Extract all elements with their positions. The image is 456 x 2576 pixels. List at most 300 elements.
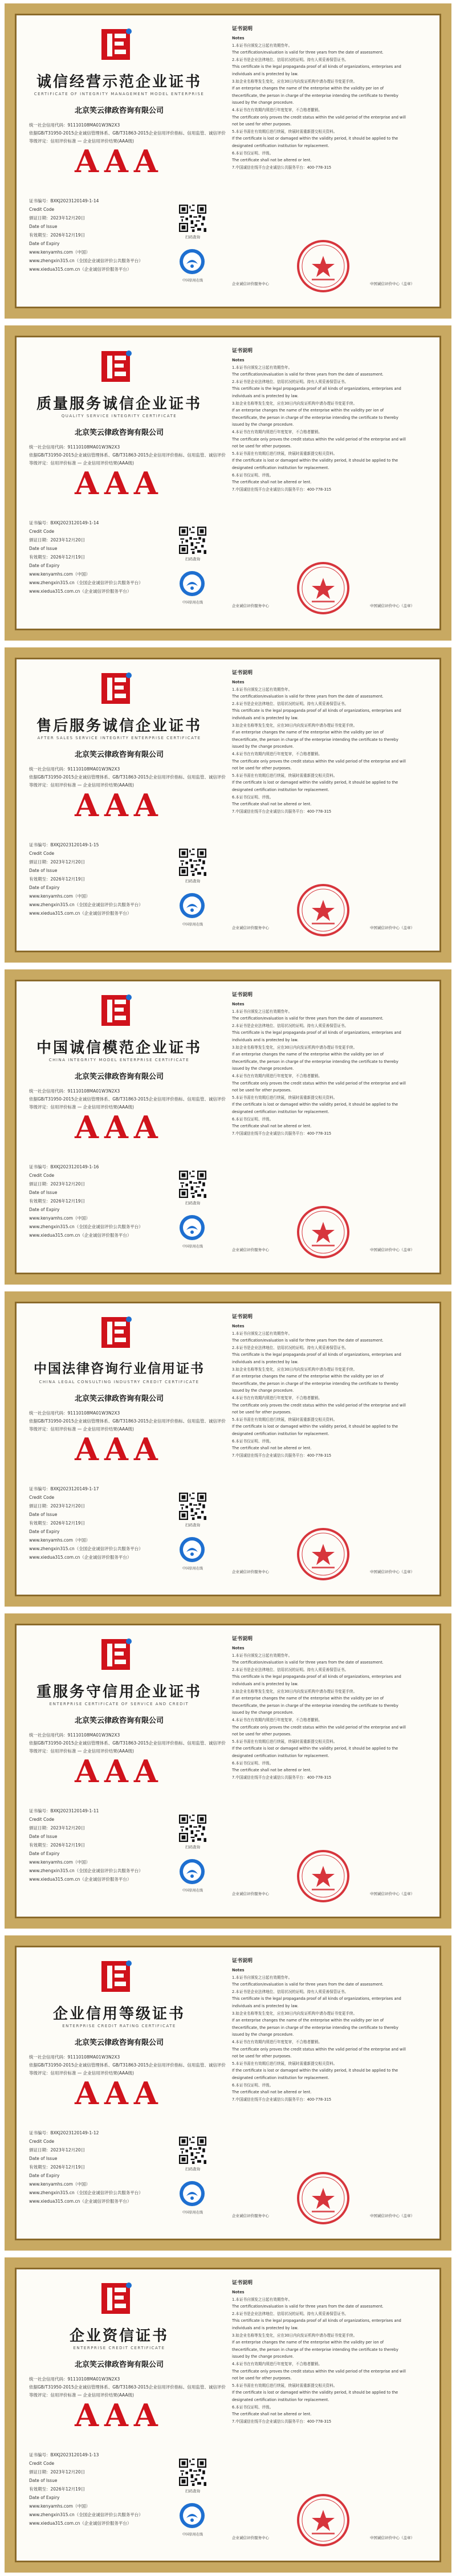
note-line: If an enterprise changes the name of the enterprise within the validity per ion of [232, 1374, 384, 1379]
certificate-title: 质量服务诚信企业证书 [36, 396, 202, 413]
credit-online-label: 中国信用在线 [182, 1567, 203, 1571]
note-line: thecertificate, the person in charge of the enterprise intending the certificate to thereby [232, 1381, 398, 1386]
credit-online-label: 中国信用在线 [182, 1889, 203, 1893]
notes-list [232, 35, 436, 171]
website-3: www.xiedua315.com.cn（企业诚信评价服务平台） [29, 1233, 132, 1238]
note-line: 6.本证书仅证明、评级。 [232, 1116, 274, 1122]
note-line: 5.本证书需在有效期后进行续展，续展时需重新提交相关资料。 [232, 1095, 337, 1100]
certificate [0, 2254, 456, 2576]
note-line: 2.本证书是企业法律地位、信用状况的证明。持有人须妥善保管证书。 [232, 1345, 349, 1350]
note-line: 3.如企业名称等发生变化，应在30日内向发证机构申请办理证书变更手续。 [232, 1045, 357, 1050]
note-line: 3.如企业名称等发生变化，应在30日内向发证机构申请办理证书变更手续。 [232, 401, 357, 406]
note-line: If the certificate is lost or damaged within the validity period, it should be applied to the [232, 136, 398, 141]
expiry-en: Date of Expiry [29, 563, 60, 568]
note-line: issued by the change procedure. [232, 1066, 294, 1071]
note-line: issued by the change procedure. [232, 1388, 294, 1393]
certificate [0, 1932, 456, 2254]
certificate-back [227, 1947, 439, 2239]
notes-title: Notes [232, 1968, 245, 1972]
notes-list [232, 1323, 436, 1459]
issuer-logo-icon [99, 26, 133, 62]
note-line: designated certification institution for replacement. [232, 787, 329, 792]
issue-date-en: Date of Issue [29, 868, 58, 873]
company-name: 北京笑云律政咨询有限公司 [74, 1717, 164, 1725]
note-line: 1.本证书自颁发之日起有效期叁年。 [232, 1975, 292, 1980]
certificate-frame [5, 3, 451, 319]
website-3: www.xiedua315.com.cn（企业诚信评价服务平台） [29, 267, 132, 272]
notes-heading: 证书说明 [232, 1314, 253, 1320]
signature-left: 企业诚信评价服务中心 [232, 2536, 269, 2540]
note-line: 6.本证书仅证明、评级。 [232, 2404, 274, 2410]
signature-right: 中国诚信评价中心（盖章） [370, 604, 414, 608]
credit-online-label: 中国信用在线 [182, 2533, 203, 2537]
expiry-en: Date of Expiry [29, 2173, 60, 2178]
issue-date-en: Date of Issue [29, 1190, 58, 1195]
note-line: 3.如企业名称等发生变化，应在30日内向发证机构申请办理证书变更手续。 [232, 1367, 357, 1372]
company-name: 北京笑云律政咨询有限公司 [74, 1073, 164, 1081]
certificate-subtitle: ENTERPRISE CREDIT CERTIFICATE [73, 2346, 165, 2350]
notes-heading: 证书说明 [232, 992, 253, 998]
notes-title: Notes [232, 1002, 245, 1006]
credit-online-badge-icon [178, 1536, 206, 1563]
rating-grade: AAA [75, 2075, 164, 2112]
credit-code-en: Credit Code [29, 851, 55, 856]
valid-until-line: 有效期至：2026年12月19日 [29, 877, 85, 882]
note-line: The certificate shall not be altered or lent. [232, 1446, 312, 1451]
note-line: 4.本证书在有效期内须进行年度复审，不合格者撤销。 [232, 2361, 322, 2366]
qr-code-label: 扫码查询 [185, 1845, 200, 1849]
note-line: 5.本证书需在有效期后进行续展，续展时需重新提交相关资料。 [232, 773, 337, 778]
note-line: 5.本证书需在有效期后进行续展，续展时需重新提交相关资料。 [232, 2383, 337, 2388]
official-seal-icon [295, 1848, 352, 1905]
certificate-title: 企业信用等级证书 [52, 2006, 185, 2023]
certificate-details [29, 2129, 160, 2206]
company-name: 北京笑云律政咨询有限公司 [74, 1395, 164, 1403]
note-line: If the certificate is lost or damaged within the validity period, it should be applied to the [232, 1746, 398, 1751]
note-line: 7.中国诚信在线平台企业诚信公共服务平台：400-778-315 [232, 2419, 332, 2424]
certificate-title: 诚信经营示范企业证书 [36, 74, 202, 91]
certificate-details [29, 2451, 160, 2528]
note-line: 3.如企业名称等发生变化，应在30日内向发证机构申请办理证书变更手续。 [232, 2011, 357, 2016]
note-line: 6.本证书仅证明、评级。 [232, 150, 274, 156]
certificate-details [29, 197, 160, 274]
certificate-back [227, 1625, 439, 1917]
official-seal-icon [295, 1204, 352, 1261]
qr-code-icon [179, 1493, 206, 1520]
note-line: If an enterprise changes the name of the enterprise within the validity per ion of [232, 2018, 384, 2023]
valid-until-line: 有效期至：2026年12月19日 [29, 2487, 85, 2492]
rating-standard-line: 等级评定：信用评价标准 — 企业信用评价结果(AAA级) [29, 1748, 134, 1754]
credit-online-label: 中国信用在线 [182, 923, 203, 927]
expiry-en: Date of Expiry [29, 885, 60, 890]
official-seal-icon [295, 1526, 352, 1583]
credit-online-badge-icon [178, 2502, 206, 2529]
website-3: www.xiedua315.com.cn（企业诚信评价服务平台） [29, 589, 132, 594]
company-name: 北京笑云律政咨询有限公司 [74, 2039, 164, 2047]
note-line: 2.本证书是企业法律地位、信用状况的证明。持有人须妥善保管证书。 [232, 57, 349, 62]
note-line: The certificate shall not be altered or lent. [232, 2090, 312, 2095]
cert-number-line: 证书编号：BXKJ2023120149-1-14 [29, 520, 99, 525]
certificate-front [17, 2269, 226, 2561]
note-line: The certificate only proves the credit status within the valid period of the enterprise and will [232, 115, 406, 120]
certificate-title: 中国诚信模范企业证书 [36, 1040, 202, 1057]
credit-online-label: 中国信用在线 [182, 279, 203, 283]
certificate [0, 644, 456, 966]
signature-left: 企业诚信评价服务中心 [232, 1570, 269, 1574]
company-name: 北京笑云律政咨询有限公司 [74, 107, 164, 115]
note-line: If an enterprise changes the name of the enterprise within the validity per ion of [232, 408, 384, 413]
note-line: thecertificate, the person in charge of the enterprise intending the certificate to thereby [232, 2025, 398, 2030]
note-line: The certificate only proves the credit status within the valid period of the enterprise and will [232, 1403, 406, 1408]
issue-date-en: Date of Issue [29, 224, 58, 229]
credit-code-line: 统一社会信用代码：91110108MA01W3N2X3 [29, 2055, 120, 2060]
issue-date-en: Date of Issue [29, 546, 58, 551]
note-line: not be used for other purposes. [232, 444, 292, 449]
qr-code-label: 扫码查询 [185, 879, 200, 883]
note-line: The certificate only proves the credit status within the valid period of the enterprise and will [232, 1081, 406, 1086]
note-line: This certificate is the legal propaganda proof of all kinds of organizations, enterprises and [232, 2318, 401, 2324]
issue-date-line: 颁证日期：2023年12月20日 [29, 1181, 85, 1187]
note-line: designated certification institution for replacement. [232, 465, 329, 470]
note-line: 6.本证书仅证明、评级。 [232, 794, 274, 800]
scope-line: 依据GB/T31950-2015企业诚信管理体系、GB/T31863-2015企业信用评价指标、信用监管、诚信评价 [29, 1419, 226, 1424]
note-line: If an enterprise changes the name of the enterprise within the validity per ion of [232, 86, 384, 91]
note-line: not be used for other purposes. [232, 1732, 292, 1737]
scope-line: 依据GB/T31950-2015企业诚信管理体系、GB/T31863-2015企业信用评价指标、信用监管、诚信评价 [29, 775, 226, 780]
notes-list [232, 357, 436, 493]
issue-date-line: 颁证日期：2023年12月20日 [29, 2469, 85, 2475]
note-line: 1.本证书自颁发之日起有效期叁年。 [232, 1653, 292, 1658]
note-line: If the certificate is lost or damaged within the validity period, it should be applied to the [232, 458, 398, 463]
qr-code-label: 扫码查询 [185, 557, 200, 561]
note-line: 6.本证书仅证明、评级。 [232, 472, 274, 478]
cert-number-line: 证书编号：BXKJ2023120149-1-15 [29, 842, 99, 847]
website-1: www.kenyamhs.com（中国） [29, 250, 90, 255]
note-line: This certificate is the legal propaganda proof of all kinds of organizations, enterprises and [232, 1030, 401, 1036]
website-1: www.kenyamhs.com（中国） [29, 1216, 90, 1221]
credit-code-en: Credit Code [29, 529, 55, 534]
note-line: 7.中国诚信在线平台企业诚信公共服务平台：400-778-315 [232, 2097, 332, 2102]
valid-until-line: 有效期至：2026年12月19日 [29, 1521, 85, 1526]
scope-line: 依据GB/T31950-2015企业诚信管理体系、GB/T31863-2015企业信用评价指标、信用监管、诚信评价 [29, 131, 226, 136]
notes-heading: 证书说明 [232, 1636, 253, 1642]
notes-list [232, 2289, 436, 2425]
note-line: not be used for other purposes. [232, 1088, 292, 1093]
notes-heading: 证书说明 [232, 348, 253, 354]
certificate-title: 企业资信证书 [69, 2328, 169, 2345]
note-line: issued by the change procedure. [232, 2354, 294, 2359]
certificate-details [29, 1163, 160, 1240]
credit-online-badge-icon [178, 248, 206, 275]
qr-code-icon [179, 849, 206, 876]
credit-code-line: 统一社会信用代码：91110108MA01W3N2X3 [29, 1089, 120, 1094]
note-line: 3.如企业名称等发生变化，应在30日内向发证机构申请办理证书变更手续。 [232, 2333, 357, 2338]
certificate-front [17, 1625, 226, 1917]
cert-number-line: 证书编号：BXKJ2023120149-1-14 [29, 198, 99, 203]
website-3: www.xiedua315.com.cn（企业诚信评价服务平台） [29, 1555, 132, 1560]
certificate-front [17, 15, 226, 307]
certificate-frame [5, 2257, 451, 2573]
note-line: The certification/evaluation is valid for three years from the date of assessment. [232, 372, 384, 377]
signature-right: 中国诚信评价中心（盖章） [370, 2536, 414, 2540]
certificate-meta [29, 1409, 226, 1433]
certificate-details [29, 1485, 160, 1562]
note-line: The certification/evaluation is valid for three years from the date of assessment. [232, 694, 384, 699]
certificate-body [15, 980, 441, 1274]
certificate-frame [5, 647, 451, 963]
rating-grade: AAA [75, 787, 164, 824]
scope-line: 依据GB/T31950-2015企业诚信管理体系、GB/T31863-2015企业信用评价指标、信用监管、诚信评价 [29, 1741, 226, 1746]
rating-standard-line: 等级评定：信用评价标准 — 企业信用评价结果(AAA级) [29, 1426, 134, 1432]
valid-until-line: 有效期至：2026年12月19日 [29, 1199, 85, 1204]
credit-online-badge-icon [178, 570, 206, 597]
note-line: 4.本证书在有效期内须进行年度复审，不合格者撤销。 [232, 1717, 322, 1722]
certificate-meta [29, 1731, 226, 1755]
rating-grade: AAA [75, 465, 164, 502]
note-line: individuals and is protected by law. [232, 393, 299, 398]
note-line: individuals and is protected by law. [232, 1037, 299, 1042]
note-line: 1.本证书自颁发之日起有效期叁年。 [232, 43, 292, 48]
note-line: 4.本证书在有效期内须进行年度复审，不合格者撤销。 [232, 1395, 322, 1400]
note-line: 1.本证书自颁发之日起有效期叁年。 [232, 687, 292, 692]
notes-heading: 证书说明 [232, 670, 253, 676]
rating-grade: AAA [75, 1109, 164, 1146]
qr-code-label: 扫码查询 [185, 235, 200, 239]
notes-title: Notes [232, 1324, 245, 1328]
note-line: 2.本证书是企业法律地位、信用状况的证明。持有人须妥善保管证书。 [232, 1989, 349, 1994]
note-line: individuals and is protected by law. [232, 715, 299, 720]
note-line: 4.本证书在有效期内须进行年度复审，不合格者撤销。 [232, 107, 322, 112]
note-line: The certificate shall not be altered or lent. [232, 802, 312, 807]
credit-code-line: 统一社会信用代码：91110108MA01W3N2X3 [29, 767, 120, 772]
notes-heading: 证书说明 [232, 2280, 253, 2286]
valid-until-line: 有效期至：2026年12月19日 [29, 1843, 85, 1848]
rating-standard-line: 等级评定：信用评价标准 — 企业信用评价结果(AAA级) [29, 1104, 134, 1110]
certificate-subtitle: CERTIFICATE OF INTEGRITY MANAGEMENT MODEL ENTERPRISE [34, 92, 205, 96]
note-line: issued by the change procedure. [232, 2032, 294, 2037]
expiry-en: Date of Expiry [29, 2495, 60, 2500]
official-seal-icon [295, 882, 352, 939]
certificate-back [227, 659, 439, 951]
company-name: 北京笑云律政咨询有限公司 [74, 751, 164, 759]
scope-line: 依据GB/T31950-2015企业诚信管理体系、GB/T31863-2015企业信用评价指标、信用监管、诚信评价 [29, 1097, 226, 1102]
note-line: individuals and is protected by law. [232, 1681, 299, 1686]
notes-list [232, 679, 436, 815]
scope-line: 依据GB/T31950-2015企业诚信管理体系、GB/T31863-2015企业信用评价指标、信用监管、诚信评价 [29, 2385, 226, 2390]
certificate-meta [29, 1087, 226, 1111]
note-line: 2.本证书是企业法律地位、信用状况的证明。持有人须妥善保管证书。 [232, 1667, 349, 1672]
certificate-meta [29, 2053, 226, 2077]
qr-code-icon [179, 527, 206, 554]
note-line: not be used for other purposes. [232, 2376, 292, 2381]
notes-title: Notes [232, 2290, 245, 2294]
note-line: 1.本证书自颁发之日起有效期叁年。 [232, 2297, 292, 2302]
note-line: designated certification institution for replacement. [232, 143, 329, 148]
cert-number-line: 证书编号：BXKJ2023120149-1-17 [29, 1486, 99, 1491]
note-line: 4.本证书在有效期内须进行年度复审，不合格者撤销。 [232, 1073, 322, 1078]
signature-left: 企业诚信评价服务中心 [232, 604, 269, 608]
credit-code-en: Credit Code [29, 1495, 55, 1500]
signature-left: 企业诚信评价服务中心 [232, 1892, 269, 1896]
note-line: 7.中国诚信在线平台企业诚信公共服务平台：400-778-315 [232, 1775, 332, 1780]
note-line: If the certificate is lost or damaged within the validity period, it should be applied to the [232, 780, 398, 785]
credit-code-en: Credit Code [29, 1817, 55, 1822]
certificate-frame [5, 1613, 451, 1929]
note-line: 2.本证书是企业法律地位、信用状况的证明。持有人须妥善保管证书。 [232, 379, 349, 384]
certificate-back [227, 981, 439, 1273]
signature-right: 中国诚信评价中心（盖章） [370, 1892, 414, 1896]
issuer-logo-icon [99, 670, 133, 706]
website-3: www.xiedua315.com.cn（企业诚信评价服务平台） [29, 2521, 132, 2526]
valid-until-line: 有效期至：2026年12月19日 [29, 555, 85, 560]
credit-code-line: 统一社会信用代码：91110108MA01W3N2X3 [29, 1733, 120, 1738]
note-line: If the certificate is lost or damaged within the validity period, it should be applied to the [232, 1102, 398, 1107]
certificate-body [15, 14, 441, 308]
note-line: designated certification institution for replacement. [232, 2075, 329, 2080]
credit-online-label: 中国信用在线 [182, 2211, 203, 2215]
website-1: www.kenyamhs.com（中国） [29, 2182, 90, 2187]
note-line: The certification/evaluation is valid for three years from the date of assessment. [232, 2304, 384, 2309]
certificate-frame [5, 1291, 451, 1607]
credit-code-line: 统一社会信用代码：91110108MA01W3N2X3 [29, 445, 120, 450]
qr-code-label: 扫码查询 [185, 2167, 200, 2171]
signature-left: 企业诚信评价服务中心 [232, 2214, 269, 2218]
issuer-logo-icon [99, 2280, 133, 2316]
note-line: 3.如企业名称等发生变化，应在30日内向发证机构申请办理证书变更手续。 [232, 1689, 357, 1694]
issue-date-line: 颁证日期：2023年12月20日 [29, 1825, 85, 1831]
certificate-front [17, 981, 226, 1273]
note-line: individuals and is protected by law. [232, 2003, 299, 2008]
credit-online-badge-icon [178, 892, 206, 919]
qr-code-icon [179, 2137, 206, 2164]
note-line: 5.本证书需在有效期后进行续展，续展时需重新提交相关资料。 [232, 1417, 337, 1422]
certificate-back [227, 337, 439, 629]
certificate-body [15, 658, 441, 952]
website-3: www.xiedua315.com.cn（企业诚信评价服务平台） [29, 911, 132, 916]
certificate-meta [29, 443, 226, 467]
qr-code-label: 扫码查询 [185, 2489, 200, 2493]
note-line: If the certificate is lost or damaged within the validity period, it should be applied to the [232, 2068, 398, 2073]
website-2: www.zhengxin315.cn（全国企业诚信评价公共服务平台） [29, 580, 143, 585]
rating-grade: AAA [75, 1431, 164, 1468]
note-line: The certificate only proves the credit status within the valid period of the enterprise and will [232, 437, 406, 442]
note-line: not be used for other purposes. [232, 122, 292, 127]
qr-code-label: 扫码查询 [185, 1523, 200, 1527]
credit-online-label: 中国信用在线 [182, 1245, 203, 1249]
certificate [0, 0, 456, 322]
notes-title: Notes [232, 36, 245, 40]
note-line: The certification/evaluation is valid for three years from the date of assessment. [232, 1982, 384, 1987]
note-line: 7.中国诚信在线平台企业诚信公共服务平台：400-778-315 [232, 1131, 332, 1136]
note-line: 1.本证书自颁发之日起有效期叁年。 [232, 1009, 292, 1014]
cert-number-line: 证书编号：BXKJ2023120149-1-13 [29, 2452, 99, 2457]
note-line: 7.中国诚信在线平台企业诚信公共服务平台：400-778-315 [232, 809, 332, 814]
note-line: If the certificate is lost or damaged within the validity period, it should be applied to the [232, 2390, 398, 2395]
note-line: issued by the change procedure. [232, 422, 294, 427]
notes-heading: 证书说明 [232, 1958, 253, 1964]
signature-right: 中国诚信评价中心（盖章） [370, 1248, 414, 1252]
cert-number-line: 证书编号：BXKJ2023120149-1-11 [29, 1808, 99, 1813]
credit-online-label: 中国信用在线 [182, 601, 203, 605]
note-line: 2.本证书是企业法律地位、信用状况的证明。持有人须妥善保管证书。 [232, 2311, 349, 2316]
website-1: www.kenyamhs.com（中国） [29, 1860, 90, 1865]
issuer-logo-icon [99, 1314, 133, 1350]
notes-list [232, 1645, 436, 1781]
note-line: 4.本证书在有效期内须进行年度复审，不合格者撤销。 [232, 751, 322, 756]
credit-online-badge-icon [178, 2180, 206, 2207]
cert-number-line: 证书编号：BXKJ2023120149-1-16 [29, 1164, 99, 1169]
note-line: 5.本证书需在有效期后进行续展，续展时需重新提交相关资料。 [232, 451, 337, 456]
signature-left: 企业诚信评价服务中心 [232, 282, 269, 286]
official-seal-icon [295, 2170, 352, 2227]
valid-until-line: 有效期至：2026年12月19日 [29, 233, 85, 238]
certificate-subtitle: ENTERPRISE CREDIT RATING CERTIFICATE [62, 2024, 176, 2028]
website-2: www.zhengxin315.cn（全国企业诚信评价公共服务平台） [29, 258, 143, 263]
issue-date-en: Date of Issue [29, 2156, 58, 2161]
official-seal-icon [295, 238, 352, 295]
note-line: designated certification institution for replacement. [232, 1109, 329, 1114]
credit-online-badge-icon [178, 1214, 206, 1241]
website-1: www.kenyamhs.com（中国） [29, 2504, 90, 2509]
website-1: www.kenyamhs.com（中国） [29, 572, 90, 577]
website-2: www.zhengxin315.cn（全国企业诚信评价公共服务平台） [29, 1546, 143, 1551]
note-line: If the certificate is lost or damaged within the validity period, it should be applied to the [232, 1424, 398, 1429]
note-line: The certificate shall not be altered or lent. [232, 158, 312, 163]
qr-code-label: 扫码查询 [185, 1201, 200, 1205]
certificate-details [29, 841, 160, 918]
note-line: 5.本证书需在有效期后进行续展，续展时需重新提交相关资料。 [232, 129, 337, 134]
issuer-logo-icon [99, 992, 133, 1028]
qr-code-icon [179, 1171, 206, 1198]
rating-grade: AAA [75, 1753, 164, 1790]
rating-standard-line: 等级评定：信用评价标准 — 企业信用评价结果(AAA级) [29, 138, 134, 144]
rating-standard-line: 等级评定：信用评价标准 — 企业信用评价结果(AAA级) [29, 782, 134, 788]
note-line: This certificate is the legal propaganda proof of all kinds of organizations, enterprises and [232, 64, 401, 70]
note-line: issued by the change procedure. [232, 100, 294, 105]
rating-standard-line: 等级评定：信用评价标准 — 企业信用评价结果(AAA级) [29, 2392, 134, 2398]
note-line: If an enterprise changes the name of the enterprise within the validity per ion of [232, 1052, 384, 1057]
notes-title: Notes [232, 680, 245, 684]
note-line: If an enterprise changes the name of the enterprise within the validity per ion of [232, 1696, 384, 1701]
issue-date-en: Date of Issue [29, 1834, 58, 1839]
note-line: thecertificate, the person in charge of the enterprise intending the certificate to thereby [232, 2347, 398, 2352]
note-line: designated certification institution for replacement. [232, 2397, 329, 2402]
website-2: www.zhengxin315.cn（全国企业诚信评价公共服务平台） [29, 2512, 143, 2517]
note-line: 2.本证书是企业法律地位、信用状况的证明。持有人须妥善保管证书。 [232, 701, 349, 706]
note-line: 5.本证书需在有效期后进行续展，续展时需重新提交相关资料。 [232, 2061, 337, 2066]
issue-date-line: 颁证日期：2023年12月20日 [29, 859, 85, 865]
note-line: 6.本证书仅证明、评级。 [232, 1438, 274, 1444]
note-line: thecertificate, the person in charge of the enterprise intending the certificate to thereby [232, 1059, 398, 1064]
cert-number-line: 证书编号：BXKJ2023120149-1-12 [29, 2130, 99, 2135]
note-line: This certificate is the legal propaganda proof of all kinds of organizations, enterprises and [232, 1996, 401, 2002]
expiry-en: Date of Expiry [29, 1207, 60, 1212]
certificate-meta [29, 765, 226, 789]
expiry-en: Date of Expiry [29, 241, 60, 246]
signature-right: 中国诚信评价中心（盖章） [370, 1570, 414, 1574]
note-line: The certification/evaluation is valid for three years from the date of assessment. [232, 1660, 384, 1665]
note-line: thecertificate, the person in charge of the enterprise intending the certificate to thereby [232, 1703, 398, 1708]
issue-date-en: Date of Issue [29, 1512, 58, 1517]
website-2: www.zhengxin315.cn（全国企业诚信评价公共服务平台） [29, 902, 143, 907]
note-line: issued by the change procedure. [232, 744, 294, 749]
note-line: 5.本证书需在有效期后进行续展，续展时需重新提交相关资料。 [232, 1739, 337, 1744]
note-line: The certificate shall not be altered or lent. [232, 1124, 312, 1129]
credit-code-en: Credit Code [29, 207, 55, 212]
signature-right: 中国诚信评价中心（盖章） [370, 282, 414, 286]
certificate-meta [29, 2375, 226, 2399]
issue-date-en: Date of Issue [29, 2478, 58, 2483]
